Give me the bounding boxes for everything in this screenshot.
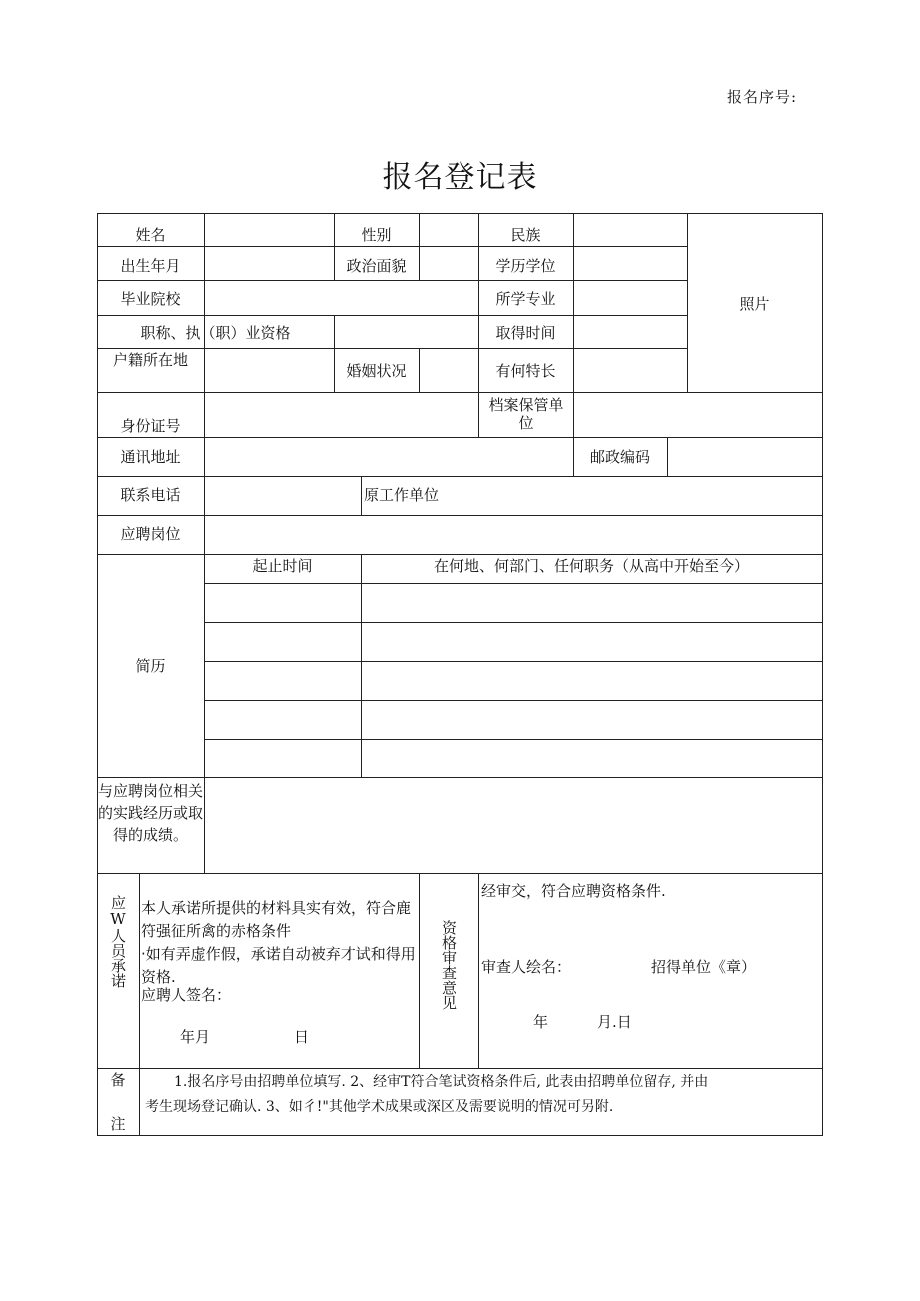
resume-col-time: 起止时间 (252, 557, 313, 575)
remarks-line-2: 考生现场登记确认. 3、如彳!"其他学术成果或深区及需要说明的情况可另附. (145, 1099, 614, 1115)
pledge-date-ym: 年月 (180, 1028, 211, 1046)
label-ethnicity: 民族 (510, 226, 541, 244)
birth-field[interactable] (205, 247, 334, 280)
hukou-field[interactable] (205, 349, 334, 392)
label-obtain-time: 取得时间 (495, 324, 556, 342)
title-qualification-field[interactable] (335, 316, 478, 348)
label-prev-employer: 原工作单位 (364, 486, 440, 504)
major-field[interactable] (574, 281, 687, 315)
label-degree: 学历学位 (495, 257, 556, 275)
review-date-md: 月.日 (597, 1013, 632, 1031)
gender-field[interactable] (420, 214, 478, 246)
label-pledge: 应W人员承诺 (109, 895, 127, 988)
postcode-field[interactable] (668, 438, 822, 476)
remarks-line-1: 1.报名序号由招聘单位填写. 2、经审T符合笔试资格条件后, 此表由招聘单位留存, 并由 (174, 1074, 709, 1090)
page-title: 报名登记表 (382, 160, 538, 195)
label-birth: 出生年月 (120, 257, 181, 275)
label-review: 资格审查意见 (440, 920, 458, 1010)
photo-slot[interactable] (688, 214, 822, 392)
specialty-field[interactable] (574, 349, 687, 392)
photo-label: 照片 (739, 295, 770, 313)
position-field[interactable] (205, 516, 822, 554)
label-political: 政治面貌 (346, 257, 407, 275)
pledge-text: 本人承诺所提供的材料具实有效，符合鹿符强征所禽的赤格条件 ·如有弄虚作假，承诺自动被弃才试和得用资格. (141, 899, 416, 986)
label-remarks-2: 注 (110, 1115, 126, 1133)
archive-unit-field[interactable] (574, 393, 822, 437)
label-remarks-1: 备 (110, 1071, 126, 1089)
degree-field[interactable] (574, 247, 687, 280)
id-number-field[interactable] (205, 393, 478, 437)
review-result: 经审交，符合应聘资格条件. (481, 882, 666, 900)
obtain-time-field[interactable] (574, 316, 687, 348)
phone-field[interactable] (205, 477, 361, 515)
prev-employer-field[interactable] (460, 477, 822, 515)
label-phone: 联系电话 (120, 486, 181, 504)
label-hukou: 户籍所在地 (112, 351, 188, 369)
label-archive-unit: 档案保管单位 (488, 396, 564, 432)
label-experience: 与应聘岗位相关的实践经历或取得的成绩。 (98, 782, 204, 844)
reviewer-sign-label: 审查人绘名： (481, 958, 572, 976)
label-school: 毕业院校 (120, 290, 181, 308)
name-field[interactable] (205, 214, 334, 246)
school-field[interactable] (205, 281, 478, 315)
label-gender: 性别 (361, 226, 392, 244)
label-address: 通讯地址 (120, 448, 181, 466)
label-position: 应聘岗位 (120, 525, 181, 543)
experience-field[interactable] (205, 778, 822, 873)
label-specialty: 有何特长 (495, 362, 556, 380)
pledge-sign-label: 应聘人签名： (141, 986, 232, 1004)
review-date-y: 年 (533, 1013, 549, 1031)
label-name: 姓名 (135, 226, 166, 244)
political-field[interactable] (420, 247, 478, 280)
pledge-date-d: 日 (294, 1028, 310, 1046)
label-id-number: 身份证号 (120, 417, 181, 435)
label-major: 所学专业 (495, 290, 556, 308)
review-unit-seal: 招得单位《章） (651, 958, 757, 976)
resume-entries[interactable] (205, 584, 822, 777)
serial-number-label: 报名序号: (727, 88, 798, 106)
label-postcode: 邮政编码 (589, 448, 650, 466)
label-marital: 婚姻状况 (346, 362, 407, 380)
ethnicity-field[interactable] (574, 214, 687, 246)
address-field[interactable] (205, 438, 573, 476)
resume-col-detail: 在何地、何部门、任何职务（从高中开始至今） (433, 557, 749, 575)
marital-field[interactable] (420, 349, 478, 392)
label-resume: 简历 (135, 657, 166, 675)
label-title-qualification: 职称、执（职）业资格 (140, 324, 291, 342)
